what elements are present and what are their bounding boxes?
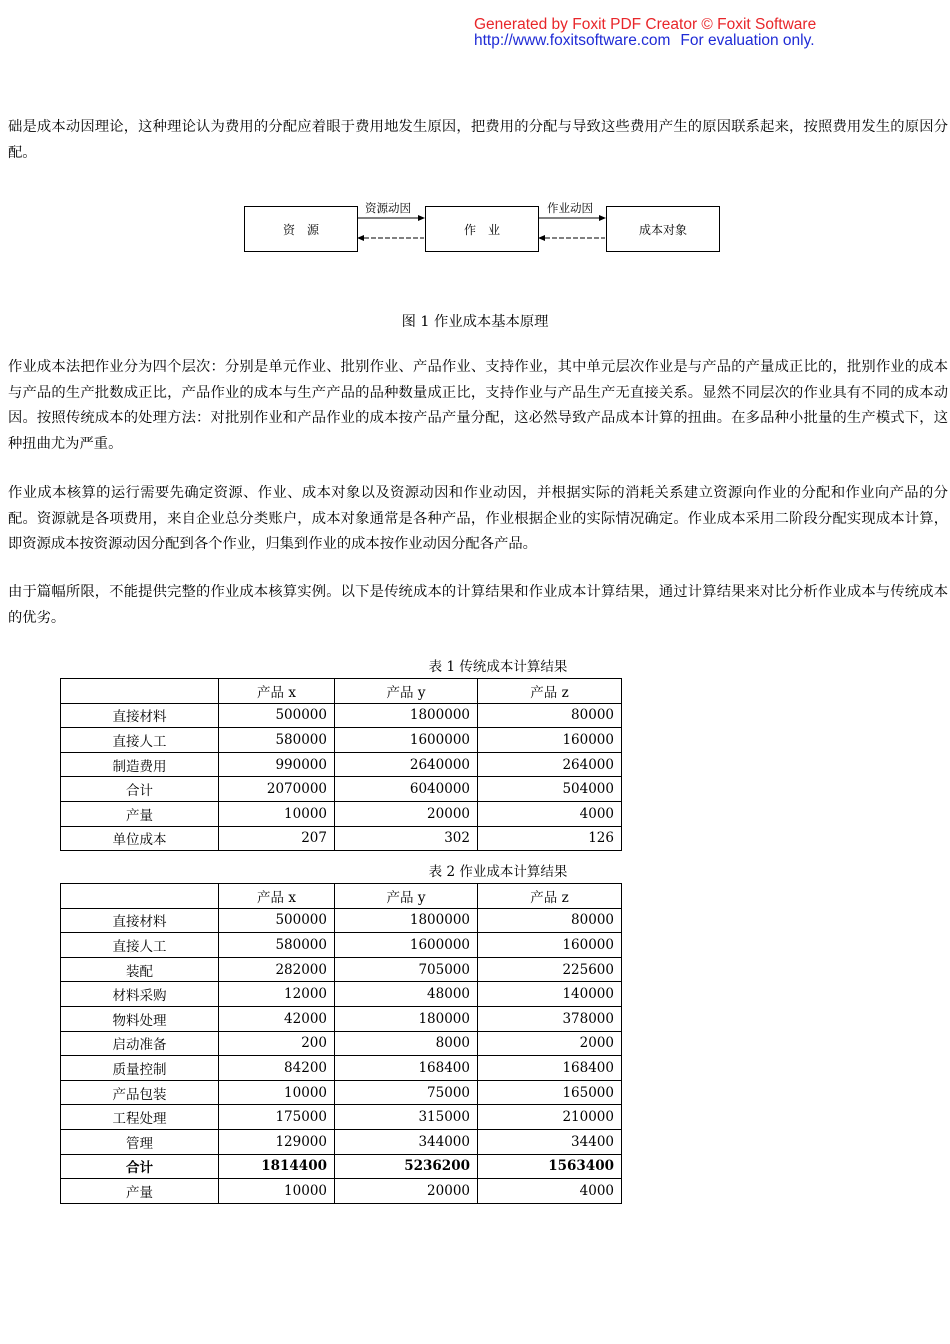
row-label-cell: 单位成本	[61, 826, 219, 851]
value-cell: 10000	[219, 801, 335, 826]
value-cell: 705000	[335, 957, 478, 982]
value-cell: 500000	[219, 703, 335, 728]
table-row	[61, 801, 622, 826]
table-row	[61, 1129, 622, 1154]
table-row	[61, 703, 622, 728]
table-row	[61, 728, 622, 753]
table-row	[61, 982, 622, 1007]
resource-driver-label: 资源动因	[365, 201, 411, 215]
table-row	[61, 1105, 622, 1130]
table-row	[61, 908, 622, 933]
header-cell	[61, 884, 219, 909]
table-row	[61, 1080, 622, 1105]
value-cell: 2000	[478, 1031, 622, 1056]
table-row	[61, 933, 622, 958]
table-header-row	[61, 884, 622, 909]
row-label-cell: 直接人工	[61, 728, 219, 753]
table-row	[61, 1056, 622, 1081]
value-cell: 344000	[335, 1129, 478, 1154]
row-label-cell: 合计	[61, 1154, 219, 1179]
header-cell: 产品 z	[478, 679, 622, 704]
value-cell: 34400	[478, 1129, 622, 1154]
row-label-cell: 产量	[61, 801, 219, 826]
value-cell: 84200	[219, 1056, 335, 1081]
value-cell: 5236200	[335, 1154, 478, 1179]
table-row	[61, 957, 622, 982]
value-cell: 1800000	[335, 703, 478, 728]
cost-object-box: 成本对象	[606, 206, 720, 252]
value-cell: 580000	[219, 728, 335, 753]
row-label-cell: 产量	[61, 1179, 219, 1204]
value-cell: 1600000	[335, 933, 478, 958]
value-cell: 580000	[219, 933, 335, 958]
row-label-cell: 制造费用	[61, 752, 219, 777]
value-cell: 42000	[219, 1006, 335, 1031]
value-cell: 6040000	[335, 777, 478, 802]
value-cell: 75000	[335, 1080, 478, 1105]
value-cell: 12000	[219, 982, 335, 1007]
value-cell: 1814400	[219, 1154, 335, 1179]
value-cell: 160000	[478, 728, 622, 753]
row-label-cell: 材料采购	[61, 982, 219, 1007]
watermark-line2	[474, 33, 816, 49]
table-header-row	[61, 679, 622, 704]
value-cell: 1600000	[335, 728, 478, 753]
value-cell: 2640000	[335, 752, 478, 777]
value-cell: 20000	[335, 801, 478, 826]
value-cell: 140000	[478, 982, 622, 1007]
header-cell	[61, 679, 219, 704]
header-cell: 产品 y	[335, 679, 478, 704]
value-cell: 10000	[219, 1179, 335, 1204]
watermark-url[interactable]: http://www.foxitsoftware.com	[474, 32, 671, 49]
value-cell: 378000	[478, 1006, 622, 1031]
value-cell: 126	[478, 826, 622, 851]
value-cell: 200	[219, 1031, 335, 1056]
row-label-cell: 合计	[61, 777, 219, 802]
figure-caption: 图 1 作业成本基本原理	[401, 314, 549, 330]
value-cell: 264000	[478, 752, 622, 777]
value-cell: 8000	[335, 1031, 478, 1056]
value-cell: 129000	[219, 1129, 335, 1154]
paragraph-4: 由于篇幅所限，不能提供完整的作业成本核算实例。以下是传统成本的计算结果和作业成本计算结果，通过计算结果来对比分析作业成本与传统成本的优劣。	[8, 584, 948, 626]
value-cell: 168400	[478, 1056, 622, 1081]
row-label-cell: 直接材料	[61, 703, 219, 728]
table1-caption: 表 1 传统成本计算结果	[428, 659, 568, 675]
value-cell: 500000	[219, 908, 335, 933]
row-label-cell: 质量控制	[61, 1056, 219, 1081]
value-cell: 282000	[219, 957, 335, 982]
row-label-cell: 装配	[61, 957, 219, 982]
value-cell: 165000	[478, 1080, 622, 1105]
paragraph-1: 础是成本动因理论，这种理论认为费用的分配应着眼于费用地发生原因，把费用的分配与导致这些费用产生的原因联系起来，按照费用发生的原因分配。	[8, 119, 948, 161]
traditional-cost-table	[60, 678, 622, 851]
table2-caption: 表 2 作业成本计算结果	[428, 864, 568, 880]
row-label-cell: 产品包装	[61, 1080, 219, 1105]
foxit-watermark	[474, 17, 816, 49]
table-row	[61, 777, 622, 802]
table-row	[61, 826, 622, 851]
row-label-cell: 直接材料	[61, 908, 219, 933]
row-label-cell: 工程处理	[61, 1105, 219, 1130]
table-row	[61, 1031, 622, 1056]
value-cell: 10000	[219, 1080, 335, 1105]
watermark-line1: Generated by Foxit PDF Creator © Foxit Software	[474, 16, 817, 33]
value-cell: 20000	[335, 1179, 478, 1204]
value-cell: 1800000	[335, 908, 478, 933]
value-cell: 990000	[219, 752, 335, 777]
row-label-cell: 物料处理	[61, 1006, 219, 1031]
table-row	[61, 1154, 622, 1179]
resource-box: 资 源	[244, 206, 358, 252]
row-label-cell: 管理	[61, 1129, 219, 1154]
value-cell: 315000	[335, 1105, 478, 1130]
value-cell: 175000	[219, 1105, 335, 1130]
value-cell: 225600	[478, 957, 622, 982]
table-row	[61, 1179, 622, 1204]
table-row	[61, 1006, 622, 1031]
value-cell: 207	[219, 826, 335, 851]
value-cell: 4000	[478, 801, 622, 826]
activity-cost-table	[60, 883, 622, 1204]
activity-driver-label: 作业动因	[547, 201, 593, 215]
value-cell: 80000	[478, 703, 622, 728]
value-cell: 160000	[478, 933, 622, 958]
header-cell: 产品 x	[219, 884, 335, 909]
value-cell: 4000	[478, 1179, 622, 1204]
value-cell: 210000	[478, 1105, 622, 1130]
activity-box: 作 业	[425, 206, 539, 252]
value-cell: 168400	[335, 1056, 478, 1081]
paragraph-3: 作业成本核算的运行需要先确定资源、作业、成本对象以及资源动因和作业动因，并根据实际的消耗关系建立资源向作业的分配和作业向产品的分配。资源就是各项费用，来自企业总分类账户，成本对象通常是各种产品，作业根据企业的实际情况确定。作业成本采用二阶段分配实现成本计算，即资源成本按资源动因分配到各个作业，归集到作业的成本按作业动因分配各产品。	[8, 485, 948, 552]
header-cell: 产品 z	[478, 884, 622, 909]
value-cell: 48000	[335, 982, 478, 1007]
header-cell: 产品 x	[219, 679, 335, 704]
row-label-cell: 直接人工	[61, 933, 219, 958]
row-label-cell: 启动准备	[61, 1031, 219, 1056]
value-cell: 80000	[478, 908, 622, 933]
value-cell: 302	[335, 826, 478, 851]
paragraph-2: 作业成本法把作业分为四个层次：分别是单元作业、批别作业、产品作业、支持作业，其中单元层次作业是与产品的产量成正比的，批别作业的成本与产品的生产批数成正比，产品作业的成本与生产产品的品种数量成正比，支持作业与产品生产无直接关系。显然不同层次的作业具有不同的成本动因。按照传统成本的处理方法：对批别作业和产品作业的成本按产品产量分配，这必然导致产品成本计算的扭曲。在多品种小批量的生产模式下，这种扭曲尤为严重。	[8, 359, 948, 452]
table-row	[61, 752, 622, 777]
value-cell: 504000	[478, 777, 622, 802]
watermark-note: For evaluation only.	[680, 32, 815, 49]
value-cell: 1563400	[478, 1154, 622, 1179]
header-cell: 产品 y	[335, 884, 478, 909]
value-cell: 180000	[335, 1006, 478, 1031]
value-cell: 2070000	[219, 777, 335, 802]
